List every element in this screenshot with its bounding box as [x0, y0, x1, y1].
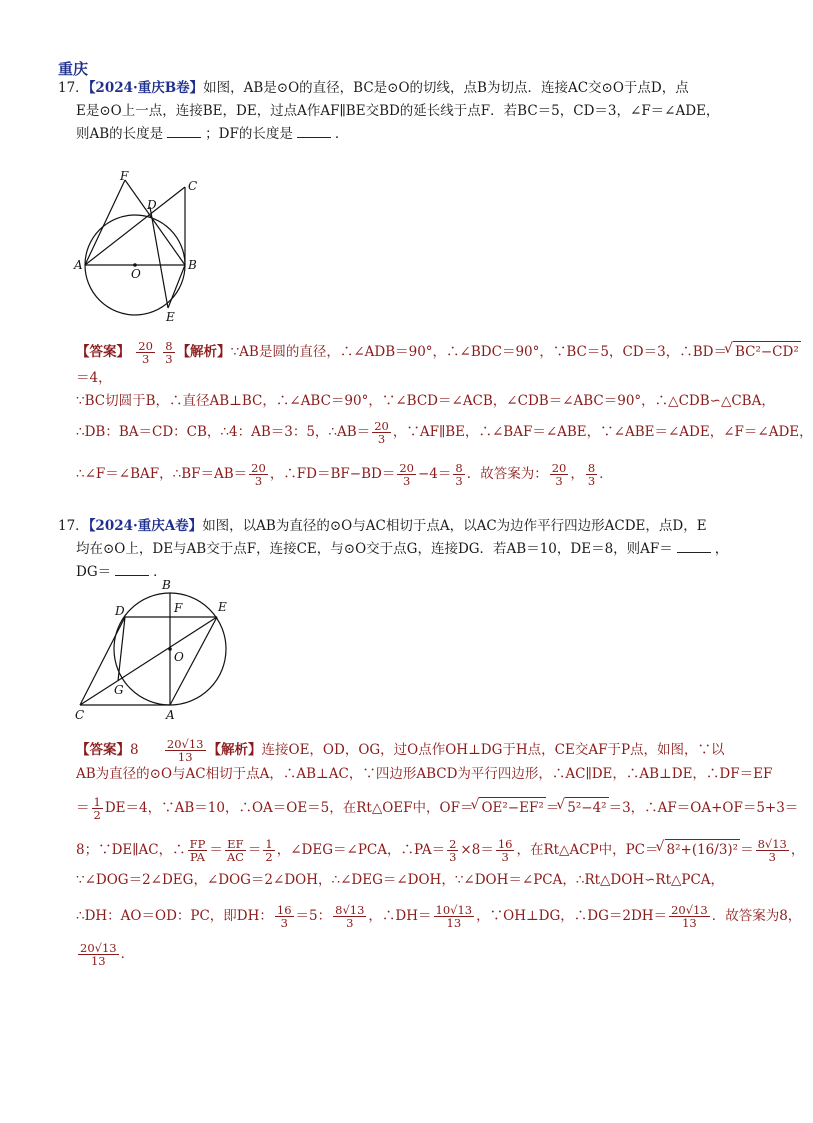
q1-text5d: ．故答案为： — [466, 466, 548, 482]
q2-text1: 连接OE，OD，OG，过O点作OH⊥DG于H点，CE交AF于P点，如图，∵以 — [261, 742, 725, 758]
q2-frac-half2 — [263, 838, 274, 863]
frac-num: 16 — [497, 837, 513, 851]
frac-den: 3 — [141, 352, 150, 366]
q1-answer-line1 — [76, 340, 801, 365]
q1-label-A: A — [74, 258, 83, 272]
frac-den: 13 — [177, 750, 193, 764]
frac-den: 2 — [93, 808, 101, 822]
frac-den: 3 — [165, 352, 173, 366]
frac-num: 2 — [449, 837, 457, 851]
q2-frac-163 — [496, 838, 515, 863]
q2-number: 17． — [58, 518, 89, 534]
q2-frac-8r13b — [333, 904, 366, 929]
q1-analysis-line2: ＝4， — [76, 370, 112, 386]
q2-text4d: ，在Rt△ACP中，PC＝ — [516, 842, 659, 858]
q2-stem-3a: DG＝ — [76, 564, 112, 580]
q1-stem-3a: 则AB的长度是 — [76, 126, 164, 142]
q2-stem-2a: 均在⊙O上，DE与AB交于点F，连接CE，与⊙O交于点G，连接DG．若AB＝10，DE＝8，则AF＝ — [76, 541, 673, 557]
q2-text3d: ＝3，∴AF＝OA+OF＝5+3＝ — [608, 800, 799, 816]
frac-den: 2 — [265, 850, 273, 864]
q1-frac-fd1 — [397, 462, 416, 487]
q1-label-F: F — [120, 169, 129, 183]
q1-frac-bf — [249, 462, 268, 487]
frac-den: PA — [189, 850, 205, 864]
q1-sqrt: √ BC²−CD² — [733, 341, 801, 362]
frac-num: 20√13 — [166, 737, 204, 751]
frac-num: 8 — [587, 461, 596, 475]
q2-label-G: G — [114, 683, 124, 697]
q1-analysis-text1: ∵AB是圆的直径，∴∠ADB＝90°，∴∠BDC＝90°，∵BC＝5，CD＝3，∴BD＝ — [230, 344, 727, 360]
frac-num: FP — [189, 837, 206, 851]
q1-blank-df — [297, 137, 331, 138]
frac-den: 3 — [449, 850, 457, 864]
q2-frac-20r13 — [669, 904, 710, 929]
q2-text6d: ，∵OH⊥DG，∴DG＝2DH＝ — [476, 908, 668, 924]
q2-answer-tag: 【答案】 — [76, 742, 130, 758]
frac-den: 3 — [501, 850, 509, 864]
q2-source: 【2024·重庆A卷】 — [88, 518, 203, 534]
q2-label-B: B — [162, 578, 171, 592]
q2-analysis-line2: AB为直径的⊙O与AC相切于点A，∴AB⊥AC，∵四边形ABCD为平行四边形，∴AC∥DE，∴AB⊥DE，∴DF＝EF — [76, 766, 773, 782]
frac-den: 3 — [280, 916, 288, 930]
q2-stem-text1: 如图，以AB为直径的⊙O与AC相切于点A，以AC为边作平行四边形ACDE，点D，E — [202, 518, 707, 534]
q2-figure — [70, 575, 240, 725]
q2-analysis-line7 — [76, 942, 134, 967]
frac-den: 3 — [768, 850, 776, 864]
frac-den: 3 — [555, 474, 563, 488]
q2-frac-20r13b — [78, 942, 119, 967]
q1-analysis-line4 — [76, 420, 813, 445]
frac-den: 13 — [682, 916, 697, 930]
q2-label-O: O — [174, 650, 184, 664]
q1-text4b: ，∵AF∥BE，∴∠BAF＝∠ABE，∵∠ABE＝∠ADE，∠F＝∠ADE， — [392, 424, 813, 440]
q1-stem-3c: ． — [334, 126, 349, 142]
q1-label-B: B — [188, 258, 197, 272]
q1-text5e: ， — [570, 466, 584, 482]
frac-num: 20√13 — [671, 903, 708, 917]
q1-frac-ab — [372, 420, 391, 445]
q2-blank-af — [677, 552, 711, 553]
q1-frac-final1 — [550, 462, 569, 487]
q2-frac-23 — [447, 838, 458, 863]
q2-label-F: F — [174, 601, 183, 615]
q2-text6e: ．故答案为8， — [711, 908, 802, 924]
q2-text4e: ＝ — [740, 842, 754, 858]
q1-text5a: ∴∠F＝∠BAF，∴BF＝AB＝ — [76, 466, 248, 482]
q2-label-A: A — [166, 708, 175, 722]
q2-stem-line2 — [76, 539, 728, 559]
q2-frac-8r13 — [756, 838, 789, 863]
q2-frac-163b — [275, 904, 294, 929]
frac-num: 20√13 — [80, 941, 117, 955]
q1-stem-3b: ；DF的长度是 — [205, 126, 293, 142]
q1-text5b: ，∴FD＝BF−BD＝ — [269, 466, 396, 482]
frac-num: 8 — [165, 339, 173, 353]
q1-analysis-line5 — [76, 462, 613, 487]
q1-label-C: C — [188, 179, 198, 193]
q1-stem-line3 — [76, 124, 348, 144]
q2-analysis-line6 — [76, 904, 801, 929]
q1-analysis-tag: 【解析】 — [176, 344, 231, 360]
frac-num: 20 — [138, 339, 153, 353]
frac-den: 3 — [455, 474, 463, 488]
q2-ans2 — [165, 738, 206, 763]
q2-text4c: ×8＝ — [460, 842, 494, 858]
frac-num: 1 — [93, 795, 101, 809]
frac-num: EF — [225, 838, 246, 851]
frac-num: 10√13 — [435, 903, 473, 917]
q2-frac-ef — [225, 838, 246, 863]
frac-num: 20 — [551, 461, 567, 475]
q2-ans1: 8 — [130, 742, 139, 758]
q2-text7: ． — [120, 946, 135, 962]
section-title: 重庆 — [58, 60, 89, 78]
frac-den: 3 — [254, 474, 263, 488]
q2-stem-line1 — [58, 516, 707, 536]
q2-text6a: ∴DH：AO＝OD：PC，即DH： — [76, 908, 273, 924]
q1-label-D: D — [147, 198, 157, 212]
q2-analysis-line3 — [76, 796, 798, 821]
q2-label-D: D — [115, 604, 125, 618]
q1-stem-text1: 如图，AB是⊙O的直径，BC是⊙O的切线，点B为切点．连接AC交⊙O于点D，点 — [203, 80, 689, 96]
q2-label-E: E — [218, 600, 227, 614]
q1-source: 【2024·重庆B卷】 — [88, 80, 204, 96]
q1-stem-line1 — [58, 78, 689, 98]
q2-eq2: ＝ — [247, 842, 262, 858]
q2-analysis-line4 — [76, 838, 804, 863]
frac-num: 16 — [276, 903, 292, 917]
q2-analysis-tag: 【解析】 — [207, 742, 262, 758]
q2-text3c: ＝ — [545, 800, 560, 816]
q2-text4a: 8；∵DE∥AC，∴ — [76, 842, 186, 858]
q1-blank-ab — [167, 137, 201, 138]
q2-text4f: ， — [790, 842, 805, 858]
q1-label-O: O — [131, 267, 141, 281]
frac-den: 3 — [403, 474, 411, 488]
frac-den: 3 — [587, 474, 596, 488]
q1-answer-tag: 【答案】 — [76, 344, 130, 360]
q2-sqrt2: √ 5²−4² — [565, 797, 608, 818]
q2-text4b: ，∠DEG＝∠PCA，∴PA＝ — [276, 842, 446, 858]
q2-analysis-line5: ∵∠DOG＝2∠DEG，∠DOG＝2∠DOH，∴∠DEG＝∠DOH，∵∠DOH＝∠PCA，∴Rt△DOH∽Rt△PCA， — [76, 872, 725, 888]
q2-frac-10r13 — [434, 904, 475, 929]
q1-frac-fd2 — [453, 462, 464, 487]
frac-num: 8√13 — [335, 903, 365, 917]
q1-text5f: ． — [599, 466, 613, 482]
q1-ans-frac1 — [136, 340, 155, 365]
frac-den: 3 — [377, 432, 386, 446]
frac-den: 3 — [346, 916, 354, 930]
q1-number: 17． — [58, 80, 89, 96]
frac-num: 20 — [374, 419, 389, 433]
q2-eq1: ＝ — [209, 842, 223, 858]
q2-answer-line1 — [76, 738, 725, 763]
q2-text3b: DE＝4，∵AB＝10，∴OA＝OE＝5，在Rt△OEF中，OF＝ — [104, 800, 474, 816]
frac-num: 20 — [251, 461, 266, 475]
frac-num: 8√13 — [757, 837, 787, 851]
q2-text6b: ＝5： — [295, 908, 332, 924]
q1-analysis-line3: ∵BC切圆于B，∴直径AB⊥BC，∴∠ABC＝90°，∵∠BCD＝∠ACB，∠CDB＝∠ABC＝90°，∴△CDB∽△CBA， — [76, 393, 775, 409]
q2-stem-2b: ， — [714, 541, 729, 557]
frac-num: 1 — [265, 837, 273, 851]
q1-ans-frac2 — [163, 340, 174, 365]
frac-num: 20 — [399, 461, 414, 475]
q1-text5c: −4＝ — [418, 466, 452, 482]
q1-frac-final2 — [586, 462, 597, 487]
frac-den: 13 — [446, 916, 462, 930]
q2-text3a: ＝ — [76, 800, 90, 816]
q1-stem-line2: E是⊙O上一点，连接BE，DE，过点A作AF∥BE交BD的延长线于点F．若BC＝5，CD＝3，∠F＝∠ADE， — [76, 103, 720, 119]
q1-figure — [70, 165, 210, 325]
frac-den: 13 — [90, 954, 106, 968]
q2-label-C: C — [75, 708, 85, 722]
q2-text6c: ，∴DH＝ — [368, 908, 432, 924]
frac-den: AC — [226, 850, 244, 864]
q2-sqrt1: √ OE²−EF² — [479, 797, 545, 818]
frac-num: 8 — [455, 461, 463, 475]
q2-stem-3b: ． — [153, 564, 167, 580]
q2-frac-fp — [188, 838, 208, 863]
q2-frac-half — [92, 796, 103, 821]
q1-label-E: E — [166, 310, 175, 324]
q1-text4a: ∴DB：BA＝CD：CB，∴4：AB＝3：5，∴AB＝ — [76, 424, 371, 440]
q2-sqrt3: √ 8²+(16/3)² — [665, 839, 741, 860]
